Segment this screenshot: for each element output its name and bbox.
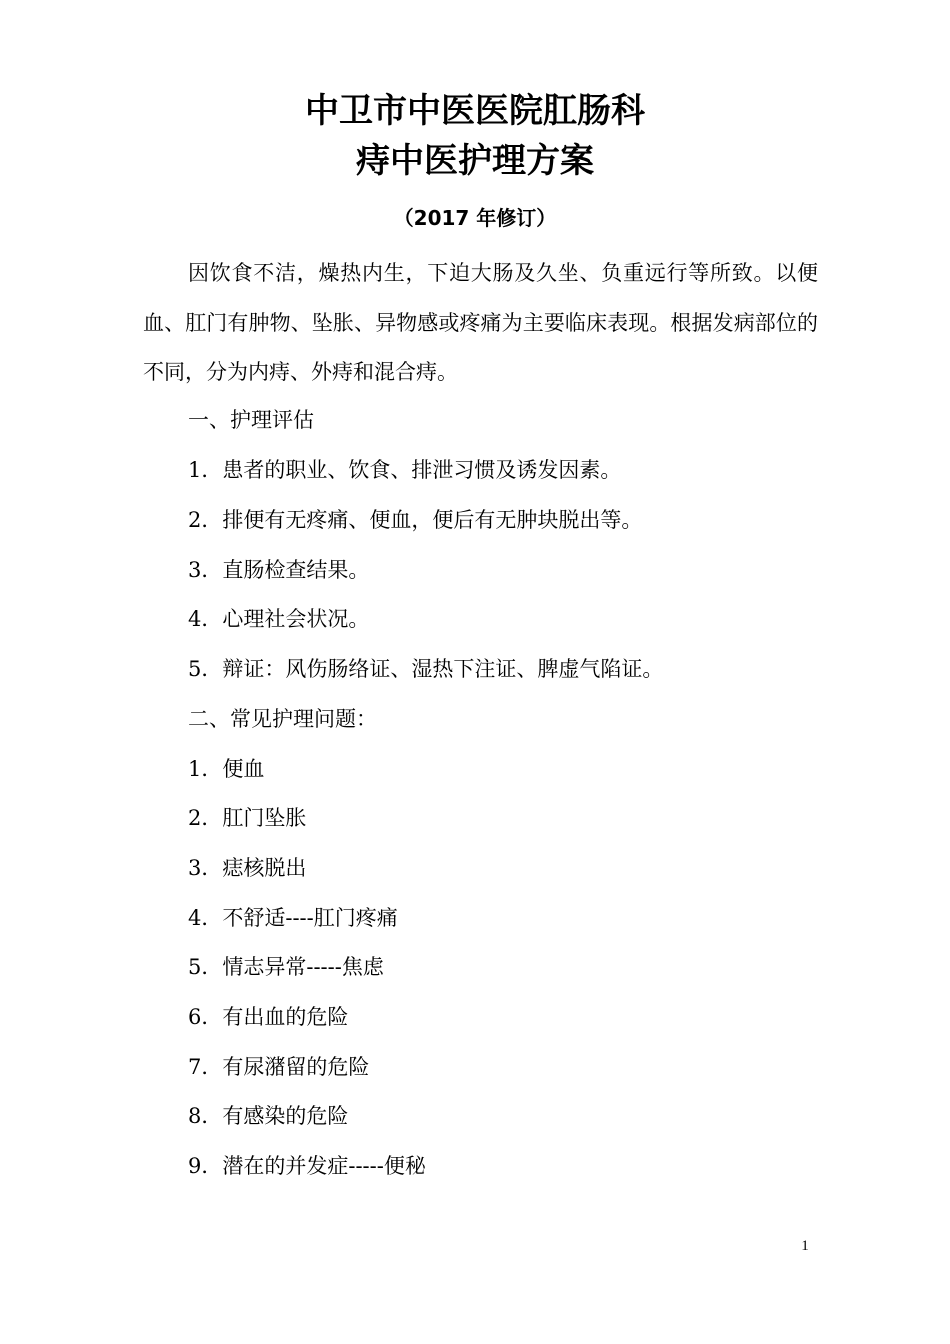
list-item: 2．排便有无疼痛、便血，便后有无肿块脱出等。	[188, 508, 643, 532]
page-number: 1	[801, 1238, 809, 1254]
list-item: 7．有尿潴留的危险	[188, 1055, 370, 1079]
list-item: 8．有感染的危险	[188, 1104, 349, 1128]
list-item: 2．肛门坠胀	[188, 806, 307, 830]
revision-note: （2017 年修订）	[393, 206, 557, 230]
list-item: 6．有出血的危险	[188, 1005, 349, 1029]
list-item: 4．不舒适----肛门疼痛	[188, 906, 398, 930]
document-title-line1: 中卫市中医医院肛肠科	[305, 91, 645, 131]
list-item: 1．患者的职业、饮食、排泄习惯及诱发因素。	[188, 458, 622, 482]
list-item: 5．辩证：风伤肠络证、湿热下注证、脾虚气陷证。	[188, 657, 664, 681]
document-title-line2: 痔中医护理方案	[356, 141, 594, 181]
list-item: 3．痣核脱出	[188, 856, 307, 880]
list-item: 4．心理社会状况。	[188, 607, 370, 631]
list-item: 5．情志异常-----焦虑	[188, 955, 384, 979]
intro-paragraph: 因饮食不洁，燥热内生，下迫大肠及久坐、负重远行等所致。以便血、肛门有肿物、坠胀、异物感或疼痛为主要临床表现。根据发病部位的不同，分为内痔、外痔和混合痔。	[143, 261, 818, 384]
section-heading-problems: 二、常见护理问题：	[188, 707, 377, 731]
list-item: 9．潜在的并发症-----便秘	[188, 1154, 426, 1178]
list-item: 3．直肠检查结果。	[188, 558, 370, 582]
section-heading-assessment: 一、护理评估	[188, 408, 314, 432]
list-item: 1．便血	[188, 757, 265, 781]
